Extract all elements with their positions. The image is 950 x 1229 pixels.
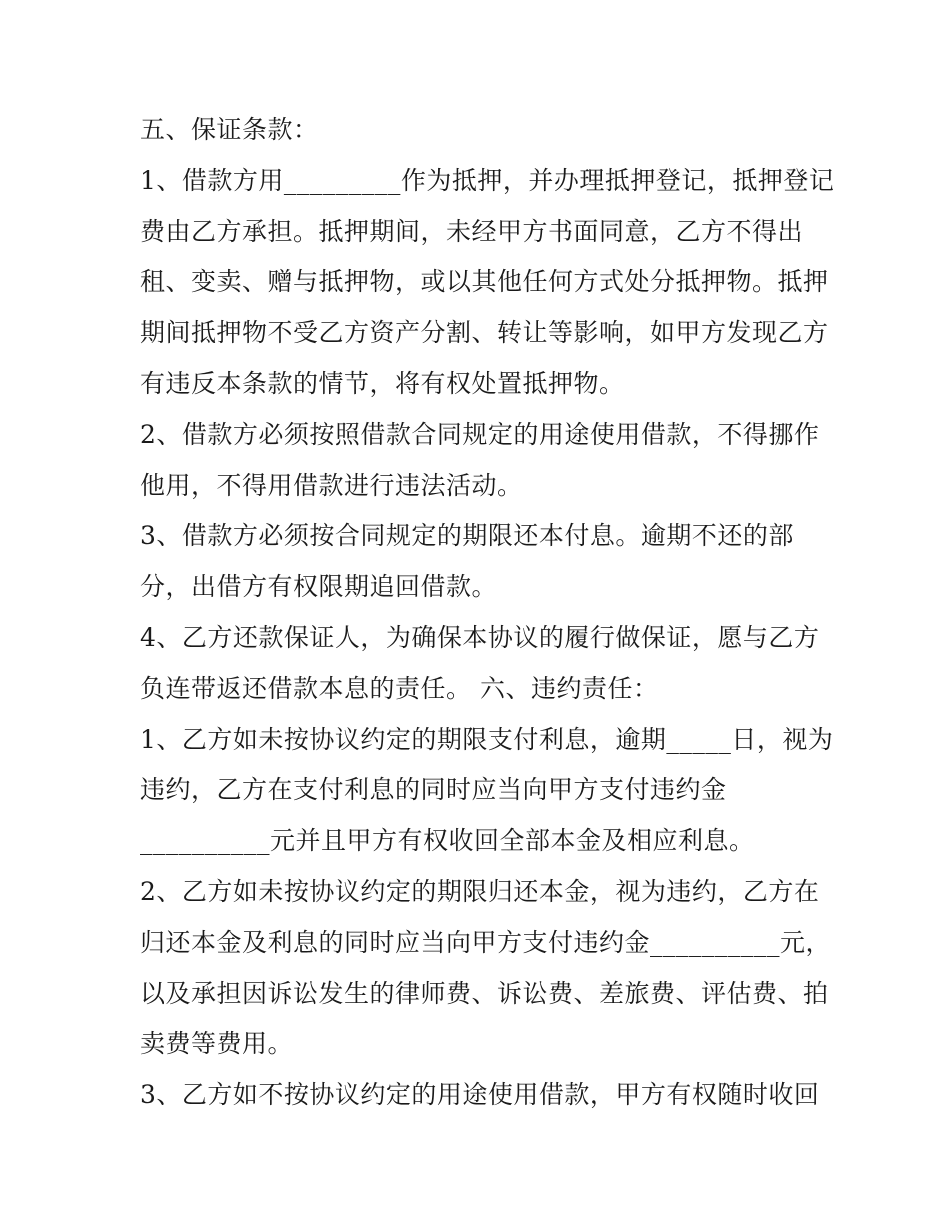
- paragraph-line: 违约，乙方在支付利息的同时应当向甲方支付违约金: [140, 775, 727, 804]
- paragraph-line: 他用，不得用借款进行违法活动。: [140, 471, 523, 500]
- paragraph-line: 负连带返还借款本息的责任。 六、违约责任：: [140, 674, 659, 703]
- paragraph-line: 分，出借方有权限期追回借款。: [140, 572, 498, 601]
- paragraph-line: 期间抵押物不受乙方资产分割、转让等影响，如甲方发现乙方: [140, 318, 829, 347]
- paragraph-line: 3、乙方如不按协议约定的用途使用借款，甲方有权随时收回: [140, 1080, 820, 1109]
- paragraph-line: 有违反本条款的情节，将有权处置抵押物。: [140, 369, 625, 398]
- paragraph-line: 2、借款方必须按照借款合同规定的用途使用借款，不得挪作: [140, 420, 820, 449]
- paragraph-line: 1、借款方用_________作为抵押，并办理抵押登记，抵押登记: [140, 166, 835, 195]
- paragraph-line: __________元并且甲方有权收回全部本金及相应利息。: [140, 826, 755, 855]
- paragraph-line: 1、乙方如未按协议约定的期限支付利息，逾期_____日，视为: [140, 725, 834, 754]
- paragraph-line: 租、变卖、赠与抵押物，或以其他任何方式处分抵押物。抵押: [140, 267, 829, 296]
- paragraph-line: 3、借款方必须按合同规定的期限还本付息。逾期不还的部: [140, 521, 794, 550]
- paragraph-line: 卖费等费用。: [140, 1029, 294, 1058]
- paragraph-line: 归还本金及利息的同时应当向甲方支付违约金__________元，: [140, 928, 832, 957]
- paragraph-line: 4、乙方还款保证人，为确保本协议的履行做保证，愿与乙方: [140, 623, 820, 652]
- paragraph-line: 费由乙方承担。抵押期间，未经甲方书面同意，乙方不得出: [140, 217, 804, 246]
- section-heading-guarantee: 五、保证条款：: [140, 115, 319, 144]
- paragraph-line: 以及承担因诉讼发生的律师费、诉讼费、差旅费、评估费、拍: [140, 979, 829, 1008]
- paragraph-line: 2、乙方如未按协议约定的期限归还本金，视为违约，乙方在: [140, 877, 820, 906]
